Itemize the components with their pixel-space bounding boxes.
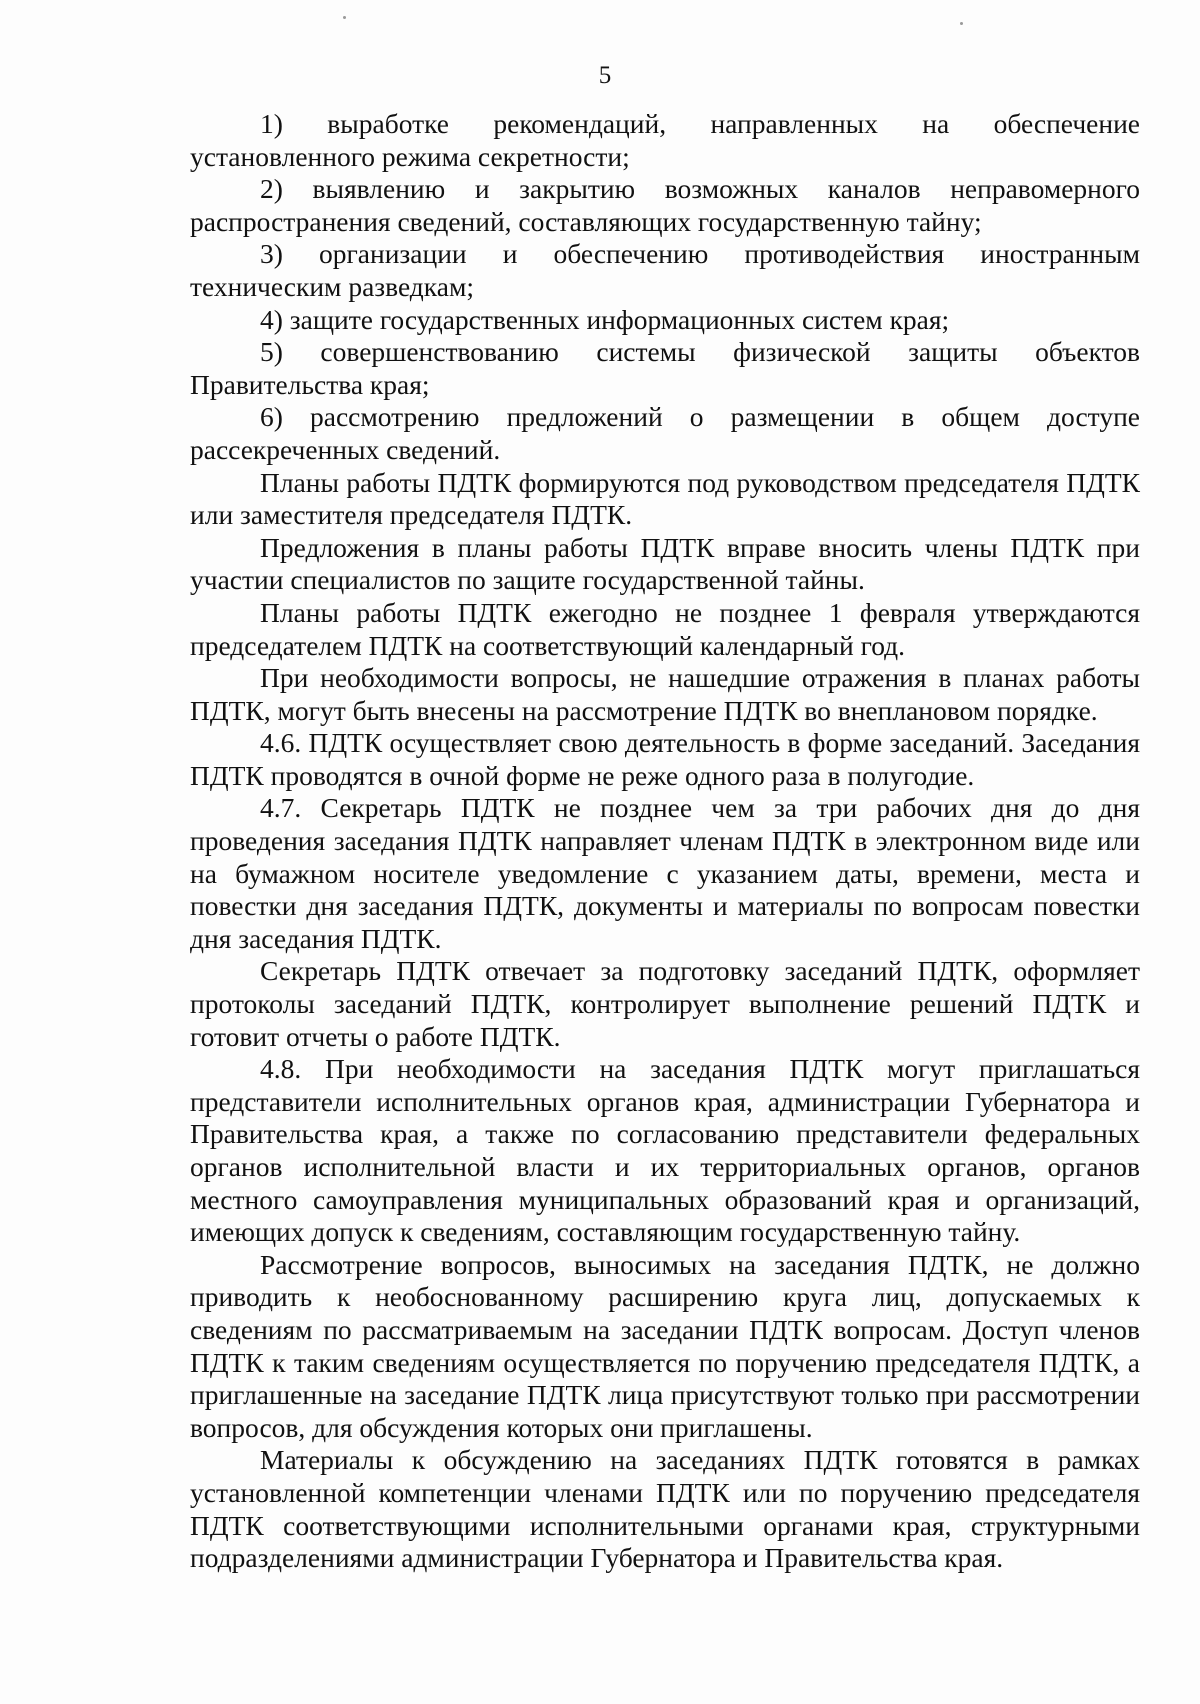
paragraph: 2) выявлению и закрытию возможных каналов неправомерного распространения сведений, составляющих государственную тайну; [190,173,1140,237]
paragraph: Планы работы ПДТК ежегодно не позднее 1 февраля утверждаются председателем ПДТК на соответствующий календарный год. [190,596,1140,661]
paragraph: Предложения в планы работы ПДТК вправе вносить члены ПДТК при участии специалистов по защите государственной тайны. [190,531,1140,596]
paragraph: Рассмотрение вопросов, выносимых на заседания ПДТК, не должно приводить к необоснованному расширению круга лиц, допускаемых к сведениям по рассматриваемым на заседании ПДТК вопросам. Доступ членов ПДТК к таким сведениям осуществляется по поручению председателя ПДТК, а приглашенные на заседание ПДТК лица присутствуют только при рассмотрении вопросов, для обсуждения которых они приглашены. [190,1248,1140,1443]
paragraph: Секретарь ПДТК отвечает за подготовку заседаний ПДТК, оформляет протоколы заседаний ПДТК, контролирует выполнение решений ПДТК и готовит отчеты о работе ПДТК. [190,955,1140,1052]
paragraph: 5) совершенствованию системы физической защиты объектов Правительства края; [190,336,1140,400]
paragraph: 4.8. При необходимости на заседания ПДТК могут приглашаться представители исполнительных органов края, администрации Губернатора и Правительства края, а также по согласованию представители федеральных органов исполнительной власти и их территориальных органов, органов местного самоуправления муниципальных образований края и организаций, имеющих допуск к сведениям, составляющим государственную тайну. [190,1053,1140,1248]
paragraph: При необходимости вопросы, не нашедшие отражения в планах работы ПДТК, могут быть внесены на рассмотрение ПДТК во внеплановом порядке. [190,662,1140,726]
paragraph: Планы работы ПДТК формируются под руководством председателя ПДТК или заместителя председателя ПДТК. [190,466,1140,531]
page-number: 5 [598,62,612,89]
document-body [190,108,1140,1575]
scan-speck [343,16,346,19]
paragraph: 3) организации и обеспечению противодействия иностранным техническим разведкам; [190,238,1140,302]
paragraph: 4) защите государственных информационных систем края; [260,303,950,335]
scan-speck [960,22,963,25]
paragraph: 1) выработке рекомендаций, направленных на обеспечение установленного режима секретности; [190,108,1140,172]
paragraph: 6) рассмотрению предложений о размещении в общем доступе рассекреченных сведений. [190,401,1140,465]
paragraph: 4.7. Секретарь ПДТК не позднее чем за три рабочих дня до дня проведения заседания ПДТК направляет членам ПДТК в электронном виде или на бумажном носителе уведомление с указанием даты, времени, места и повестки дня заседания ПДТК, документы и материалы по вопросам повестки дня заседания ПДТК. [190,792,1140,954]
paragraph: 4.6. ПДТК осуществляет свою деятельность в форме заседаний. Заседания ПДТК проводятся в очной форме не реже одного раза в полугодие. [190,727,1140,791]
paragraph: Материалы к обсуждению на заседаниях ПДТК готовятся в рамках установленной компетенции членами ПДТК или по поручению председателя ПДТК соответствующими исполнительными органами края, структурными подразделениями администрации Губернатора и Правительства края. [190,1444,1140,1574]
